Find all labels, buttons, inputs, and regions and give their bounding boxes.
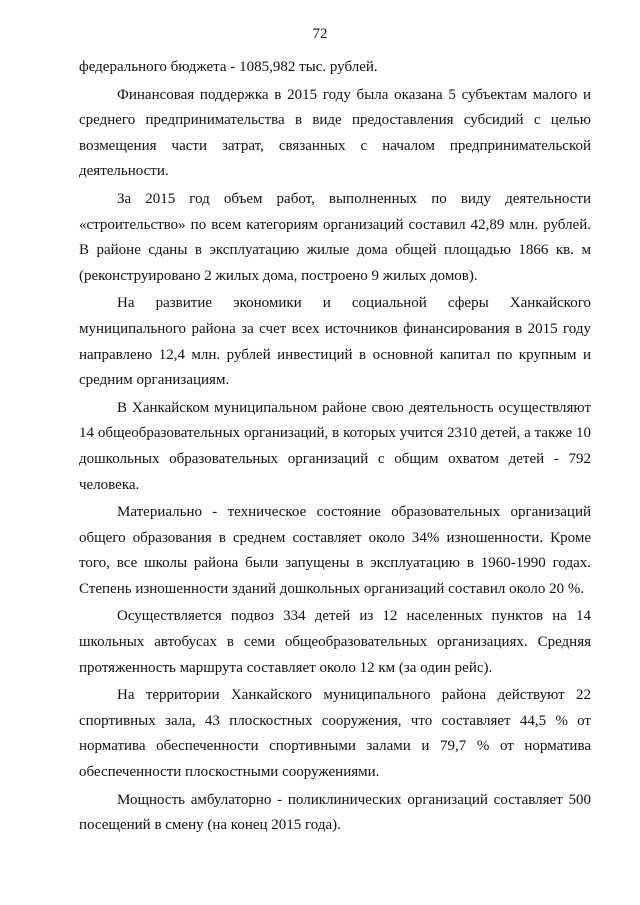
paragraph-financial-support: Финансовая поддержка в 2015 году была оказана 5 субъектам малого и среднего предпринимательства в виде предоставления субсидий с целью возмещения части затрат, связанных с началом предпринимательской деятельности.	[79, 86, 591, 180]
paragraph-outpatient-capacity: Мощность амбулаторно - поликлинических организаций составляет 500 посещений в смену (на конец 2015 года).	[79, 791, 591, 834]
page-number: 72	[312, 26, 328, 42]
paragraph-budget-continuation: федерального бюджета - 1085,982 тыс. рублей.	[79, 59, 378, 75]
paragraph-education-organizations: В Ханкайском муниципальном районе свою деятельность осуществляют 14 общеобразовательных организаций, в которых учится 2310 детей, а также 10 дошкольных образовательных организаций с общим охватом детей - 792 человека.	[79, 399, 591, 493]
paragraph-construction: За 2015 год объем работ, выполненных по виду деятельности «строительство» по всем категориям организаций составил 42,89 млн. рублей. В районе сданы в эксплуатацию жилые дома общей площадью 1866 кв. м (реконструировано 2 жилых дома, построено 9 жилых домов).	[79, 190, 591, 284]
paragraph-investment: На развитие экономики и социальной сферы Ханкайского муниципального района за счет всех источников финансирования в 2015 году направлено 12,4 млн. рублей инвестиций в основной капитал по крупным и средним организациям.	[79, 295, 591, 389]
paragraph-technical-condition: Материально - техническое состояние образовательных организаций общего образования в среднем составляет около 34% изношенности. Кроме того, все школы района были запущены в эксплуатацию в 1960-1990 годах. Степень изношенности зданий дошкольных организаций составил около 20 %.	[79, 504, 591, 597]
paragraph-sports-facilities: На территории Ханкайского муниципального района действуют 22 спортивных зала, 43 плоскостных сооружения, что составляет 44,5 % от норматива обеспеченности спортивными залами и 79,7 % от норматива обеспеченности плоскостными сооружениями.	[79, 687, 591, 781]
document-body	[79, 55, 591, 839]
paragraph-school-transport: Осуществляется подвоз 334 детей из 12 населенных пунктов на 14 школьных автобусах в семи общеобразовательных организациях. Средняя протяженность маршрута составляет около 12 км (за один рейс).	[79, 608, 591, 676]
